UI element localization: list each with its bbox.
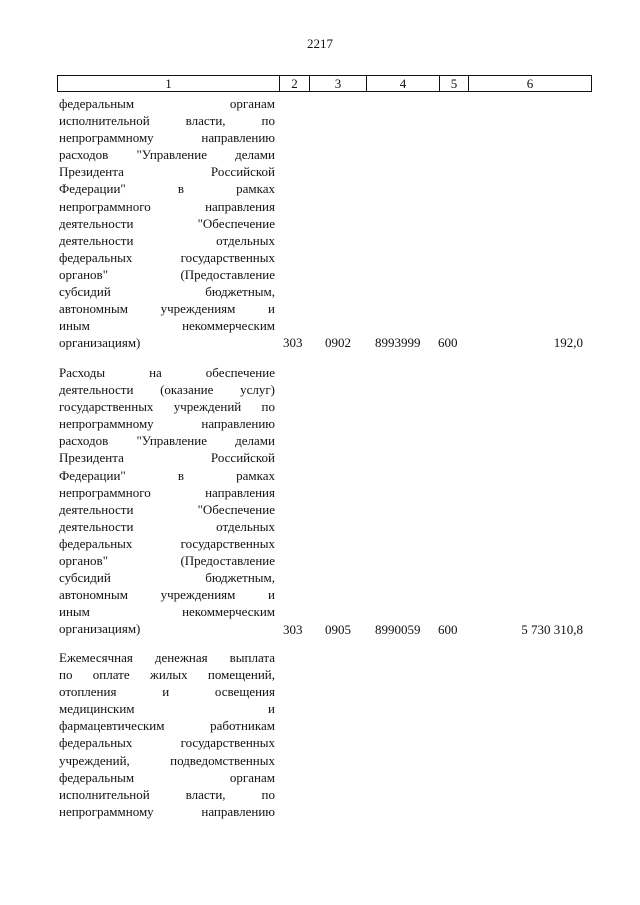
description-line: Расходы на обеспечение (59, 365, 275, 380)
description-line: деятельности "Обеспечение (59, 215, 275, 231)
description-line: автономным учреждениям и (59, 587, 275, 603)
amount-value: 192,0 (553, 335, 583, 350)
expense-type-code: 600 (438, 335, 458, 350)
description-line: медицинским и (59, 701, 275, 717)
description-line: субсидий бюджетным, (59, 570, 275, 586)
description-line: отопления и освещения (59, 684, 275, 700)
subsection-code: 0902 (325, 335, 351, 350)
column-header-1: 1 (58, 76, 280, 92)
description-line: непрограммного направления (59, 198, 275, 214)
row-description (59, 95, 275, 351)
description-line: учреждений, подведомственных (59, 752, 275, 768)
page-number: 2217 (307, 36, 333, 51)
description-line: непрограммному направлению (59, 803, 275, 819)
description-line: федеральным органам (59, 769, 275, 785)
description-line: непрограммного направления (59, 484, 275, 500)
expense-type-code: 600 (438, 622, 458, 637)
section-code: 303 (283, 335, 303, 350)
column-header-5: 5 (440, 76, 469, 92)
description-line: организациям) (59, 335, 141, 351)
description-line: деятельности "Обеспечение (59, 501, 275, 517)
description-line: Ежемесячная денежная выплата (59, 650, 275, 665)
description-line: субсидий бюджетным, (59, 284, 275, 300)
description-line: федеральных государственных (59, 535, 275, 551)
description-line: федеральных государственных (59, 249, 275, 265)
description-line: расходов "Управление делами (59, 433, 275, 449)
description-line: непрограммному направлению (59, 130, 275, 146)
section-code: 303 (283, 622, 303, 637)
description-line: по оплате жилых помещений, (59, 667, 275, 683)
description-line: федеральным органам (59, 96, 275, 111)
description-line: Президента Российской (59, 450, 275, 466)
description-line: Президента Российской (59, 164, 275, 180)
column-header-3: 3 (310, 76, 367, 92)
subsection-code: 0905 (325, 622, 351, 637)
column-header-6: 6 (469, 76, 592, 92)
column-header-2: 2 (280, 76, 310, 92)
description-line: иным некоммерческим (59, 604, 275, 620)
column-header-4: 4 (367, 76, 440, 92)
description-line: федеральных государственных (59, 735, 275, 751)
description-line: исполнительной власти, по (59, 113, 275, 129)
description-line: организациям) (59, 621, 141, 637)
description-line: исполнительной власти, по (59, 786, 275, 802)
description-line: Федерации" в рамках (59, 467, 275, 483)
description-line: фармацевтическим работникам (59, 718, 275, 734)
description-line: расходов "Управление делами (59, 147, 275, 163)
column-header-row (57, 75, 592, 92)
row-description (59, 649, 275, 820)
row-description (59, 364, 275, 638)
table-row (57, 95, 585, 357)
description-line: органов" (Предоставление (59, 266, 275, 282)
description-line: непрограммному направлению (59, 416, 275, 432)
amount-value: 5 730 310,8 (521, 622, 583, 637)
description-line: деятельности отдельных (59, 232, 275, 248)
description-line: деятельности (оказание услуг) (59, 382, 275, 398)
target-code: 8993999 (375, 335, 421, 350)
description-line: органов" (Предоставление (59, 553, 275, 569)
description-line: Федерации" в рамках (59, 181, 275, 197)
description-line: автономным учреждениям и (59, 301, 275, 317)
target-code: 8990059 (375, 622, 421, 637)
description-line: иным некоммерческим (59, 318, 275, 334)
table-row (57, 649, 585, 829)
description-line: государственных учреждений по (59, 399, 275, 415)
description-line: деятельности отдельных (59, 518, 275, 534)
table-row (57, 364, 585, 644)
